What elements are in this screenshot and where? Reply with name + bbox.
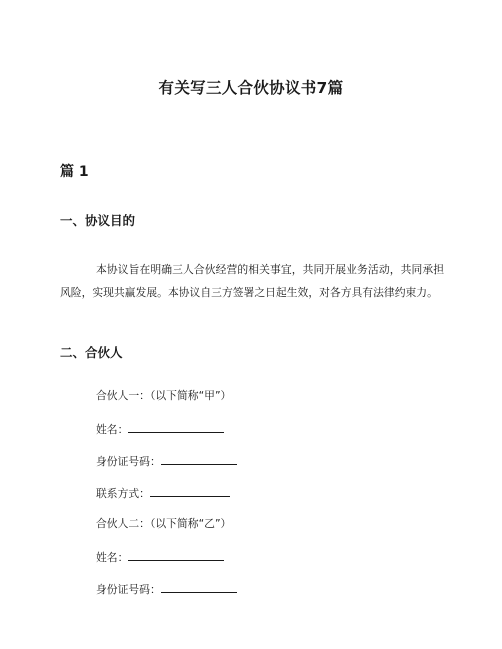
section-heading-partners: 二、合伙人	[60, 345, 123, 360]
id-number-label: 身份证号码：	[96, 583, 161, 596]
partner-one-contact-line	[96, 484, 230, 501]
section-heading-purpose: 一、协议目的	[60, 213, 136, 228]
name-label: 姓名：	[96, 551, 129, 564]
partner-two-id-line	[96, 580, 237, 597]
id-number-blank	[161, 580, 237, 593]
name-blank	[128, 420, 224, 433]
id-number-blank	[161, 452, 237, 465]
contact-label: 联系方式：	[96, 487, 150, 500]
name-label: 姓名：	[96, 423, 129, 436]
partner-two-name-line	[96, 548, 224, 565]
document-title: 有关写三人合伙协议书7篇	[158, 79, 344, 97]
partner-two-label: 合伙人二：（以下简称“乙”）	[96, 517, 232, 530]
name-blank	[128, 548, 224, 561]
partner-one-label: 合伙人一：（以下简称“甲”）	[96, 389, 232, 402]
id-number-label: 身份证号码：	[96, 455, 161, 468]
partner-one-id-line	[96, 452, 237, 469]
purpose-paragraph: 本协议旨在明确三人合伙经营的相关事宜，共同开展业务活动，共同承担风险，实现共赢发展。本协议自三方签署之日起生效，对各方具有法律约束力。	[60, 263, 444, 299]
part-heading: 篇 1	[60, 164, 89, 180]
partner-one-line	[96, 388, 231, 403]
partner-one-name-line	[96, 420, 224, 437]
contact-blank	[150, 484, 230, 497]
partner-two-line	[96, 516, 231, 531]
